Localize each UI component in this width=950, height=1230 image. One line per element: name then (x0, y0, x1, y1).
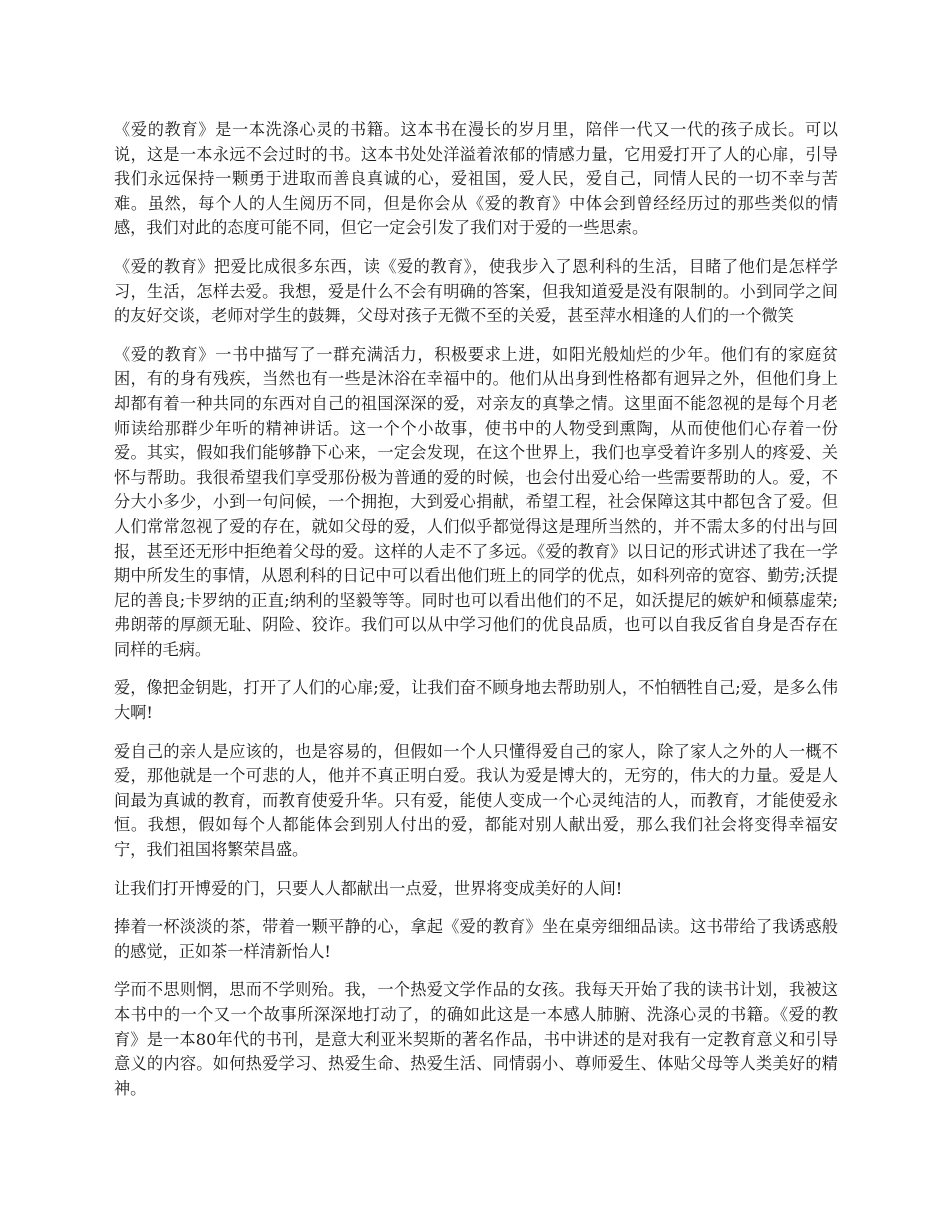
document-body (114, 118, 838, 1115)
paragraph-4: 爱，像把金钥匙，打开了人们的心扉;爱，让我们奋不顾身地去帮助别人，不怕牺牲自己;爱，是多么伟大啊! (114, 678, 838, 723)
paragraph-7: 捧着一杯淡淡的茶，带着一颗平静的心，拿起《爱的教育》坐在桌旁细细品读。这书带给了我诱惑般的感觉，正如茶一样清新怡人! (114, 917, 838, 961)
paragraph-5: 爱自己的亲人是应该的，也是容易的，但假如一个人只懂得爱自己的家人，除了家人之外的人一概不爱，那他就是一个可悲的人，他并不真正明白爱。我认为爱是博大的，无穷的，伟大的力量。爱是人间最为真诚的教育，而教育使爱升华。只有爱，能使人变成一个心灵纯洁的人，而教育，才能使爱永恒。我想，假如每个人都能体会到别人付出的爱，都能对别人献出爱，那么我们社会将变得幸福安宁，我们祖国将繁荣昌盛。 (114, 741, 838, 860)
paragraph-2: 《爱的教育》把爱比成很多东西，读《爱的教育》，使我步入了恩利科的生活，目睹了他们是怎样学习，生活，怎样去爱。我想，爱是什么不会有明确的答案，但我知道爱是没有限制的。小到同学之间的友好交谈，老师对学生的鼓舞，父母对孩子无微不至的关爱，甚至萍水相逢的人们的一个微笑 (114, 256, 838, 326)
paragraph-6: 让我们打开博爱的门，只要人人都献出一点爱，世界将变成美好的人间! (114, 878, 623, 898)
paragraph-8: 学而不思则惘，思而不学则殆。我，一个热爱文学作品的女孩。我每天开始了我的读书计划，我被这本书中的一个又一个故事所深深地打动了，的确如此这是一本感人肺腑、洗涤心灵的书籍。《爱的教育》是一本80年代的书刊，是意大利亚米契斯的著名作品，书中讲述的是对我有一定教育意义和引导意义的内容。如何热爱学习、热爱生命、热爱生活、同情弱小、尊师爱生、体贴父母等人类美好的精神。 (114, 980, 838, 1098)
paragraph-1: 《爱的教育》是一本洗涤心灵的书籍。这本书在漫长的岁月里，陪伴一代又一代的孩子成长。可以说，这是一本永远不会过时的书。这本书处处洋溢着浓郁的情感力量，它用爱打开了人的心扉，引导我们永远保持一颗勇于进取而善良真诚的心，爱祖国，爱人民，爱自己，同情人民的一切不幸与苦难。虽然，每个人的人生阅历不同，但是你会从《爱的教育》中体会到曾经经历过的那些类似的情感，我们对此的态度可能不同，但它一定会引发了我们对于爱的一些思索。 (114, 120, 838, 238)
paragraph-3: 《爱的教育》一书中描写了一群充满活力，积极要求上进，如阳光般灿烂的少年。他们有的家庭贫困，有的身有残疾，当然也有一些是沐浴在幸福中的。他们从出身到性格都有迥异之外，但他们身上却都有着一种共同的东西对自己的祖国深深的爱，对亲友的真挚之情。这里面不能忽视的是每个月老师读给那群少年听的精神讲话。这一个个小故事，使书中的人物受到熏陶，从而使他们心存着一份爱。其实，假如我们能够静下心来，一定会发现，在这个世界上，我们也享受着许多别人的疼爱、关怀与帮助。我很希望我们享受那份极为普通的爱的时候，也会付出爱心给一些需要帮助的人。爱，不分大小多少，小到一句问候，一个拥抱，大到爱心捐献，希望工程，社会保障这其中都包含了爱。但人们常常忽视了爱的存在，就如父母的爱，人们似乎都觉得这是理所当然的，并不需太多的付出与回报，甚至还无形中拒绝着父母的爱。这样的人走不了多远。《爱的教育》以日记的形式讲述了我在一学期中所发生的事情，从恩利科的日记中可以看出他们班上的同学的优点，如科列帝的宽容、勤劳;沃提尼的善良;卡罗纳的正直;纳利的坚毅等等。同时也可以看出他们的不足，如沃提尼的嫉妒和倾慕虚荣;弗朗蒂的厚颜无耻、阴险、狡诈。我们可以从中学习他们的优良品质，也可以自我反省自身是否存在同样的毛病。 (114, 344, 838, 659)
